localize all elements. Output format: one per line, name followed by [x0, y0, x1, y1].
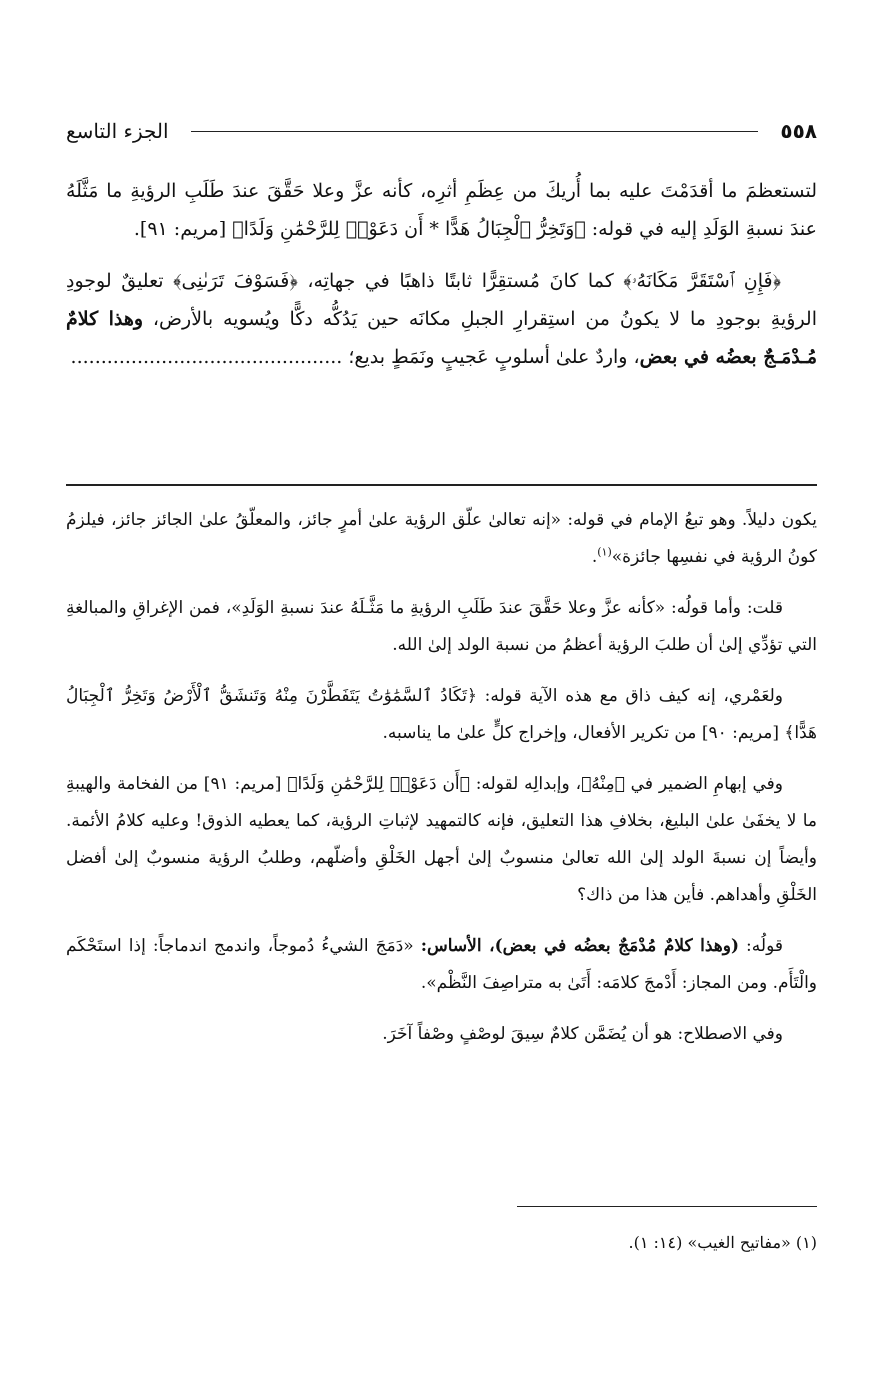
main-text — [66, 172, 817, 376]
commentary-paragraph-1 — [66, 502, 817, 576]
commentary-paragraph-5 — [66, 928, 817, 1002]
commentary-paragraph-1-text: يكون دليلاً. وهو تبعُ الإمام في قوله: «إنه تعالىٰ علّق الرؤية علىٰ أمرٍ جائز، والمعلّقُ علىٰ الجائز جائز، فيلزمُ كونُ الرؤية في نفسِها جائزة» — [66, 510, 817, 567]
commentary-paragraph-6: وفي الاصطلاح: هو أن يُضَمَّن كلامٌ سِيقَ لوصْفٍ وصْفاً آخَرَ. — [382, 1024, 783, 1044]
commentary-paragraph-5-label: قولُه: — [739, 936, 783, 956]
main-paragraph-2-part-1: ﴿فَإِنِ ٱسْتَقَرَّ مَكَانَهُۥ﴾ كما كانَ مُستقِرًّا ثابتًا ذاهبًا في جهاتِه، ﴿فَسَوْفَ تَرَىٰنِى﴾ تعليقٌ لوجودِ الرؤيةِ بوجودِ ما لا يكونُ من استِقرارِ الجبلِ مكانَه حين يَدُكُّه دكًّا ويُسويه بالأرض، — [66, 270, 817, 330]
page-number: ٥٥٨ — [780, 119, 817, 143]
main-paragraph-2-bold: وهذا كلامٌ مُـدْمَـجٌ بعضُه في بعض — [66, 308, 817, 368]
main-paragraph-2 — [66, 262, 817, 376]
commentary-paragraph-2: قلت: وأما قولُه: «كأنه عزَّ وعلا حَقَّقَ عندَ طَلَبِ الرؤيةِ ما مَثَّـلَهُ عندَ نسبةِ الوَلَدِ»، فمن الإغراقِ والمبالغةِ التي تؤدِّي إلىٰ أن طلبَ الرؤية أعظمُ من نسبة الولد إلىٰ الله. — [66, 598, 817, 655]
main-paragraph-1: لتستعظمَ ما أقدَمْتَ عليه بما أُريكَ من عِظَمِ أثرِه، كأنه عزَّ وعلا حَقَّقَ عندَ طَلَبِ الرؤيةِ ما مَثَّلَهُ عندَ نسبةِ الوَلَدِ إليه في قوله: ﴿وَتَخِرُّ ٱلْجِبَالُ هَدًّا * أَن دَعَوْا۟ لِلرَّحْمَٰنِ وَلَدًا﴾ [مريم: ٩١]. — [66, 180, 817, 240]
commentary-paragraph-5-rest: «دَمَجَ الشيءُ دُموجاً، واندمج اندماجاً: إذا استَحْكَم والْتَأَم. ومن المجاز: أَدْمجَ كلامَه: أَتَىٰ به متراصِفَ النَّظْم». — [66, 936, 817, 993]
commentary-paragraph-5-bold: (وهذا كلامٌ مُدْمَجٌ بعضُه في بعض)، الأساس: — [420, 936, 740, 956]
header-rule — [191, 131, 759, 132]
commentary-paragraph-4: وفي إبهامِ الضمير في ﴿مِنْهُ﴾، وإبدالِه لقوله: ﴿أَن دَعَوْا۟ لِلرَّحْمَٰنِ وَلَدًا﴾ [مريم: ٩١] من الفخامة والهيبةِ ما لا يخفَىٰ علىٰ البليغ، بخلافِ هذا التعليق، فإنه كالتمهيد لإثباتِ الرؤية، كما يعطيه الذوق! وعليه كلامُ الأئمة. وأيضاً إن نسبةَ الولد إلىٰ الله تعالىٰ منسوبٌ إلىٰ أجهل الخَلْقِ وأضلّهم، وطلبُ الرؤية منسوبٌ إلىٰ أفضل الخَلْقِ وأهداهم. فأين هذا من ذاك؟ — [66, 774, 817, 905]
footnote: (١) «مفاتيح الغيب» (١٤: ١). — [628, 1233, 817, 1252]
commentary-paragraph-1-end: . — [591, 547, 598, 567]
text-commentary-separator — [66, 484, 817, 486]
footnote-marker[interactable]: (١) — [597, 545, 612, 559]
page-header — [66, 114, 817, 148]
footnote-rule — [517, 1206, 817, 1207]
commentary-paragraph-3: ولعَمْري، إنه كيف ذاق مع هذه الآية قوله: ﴿تَكَادُ ٱلسَّمَٰوَٰتُ يَتَفَطَّرْنَ مِنْهُ وَتَنشَقُّ ٱلْأَرْضُ وَتَخِرُّ ٱلْجِبَالُ هَدًّا﴾ [مريم: ٩٠] من تكرير الأفعال، وإخراج كلٍّ علىٰ ما يناسبه. — [66, 686, 817, 743]
running-title: الجزء التاسع — [66, 119, 169, 143]
continuation-dots: ............................................. — [70, 346, 343, 368]
commentary-text — [66, 502, 817, 1067]
main-paragraph-2-part-2: ، واردٌ علىٰ أسلوبٍ عَجيبٍ ونَمَطٍ بديع؛ — [348, 346, 640, 368]
